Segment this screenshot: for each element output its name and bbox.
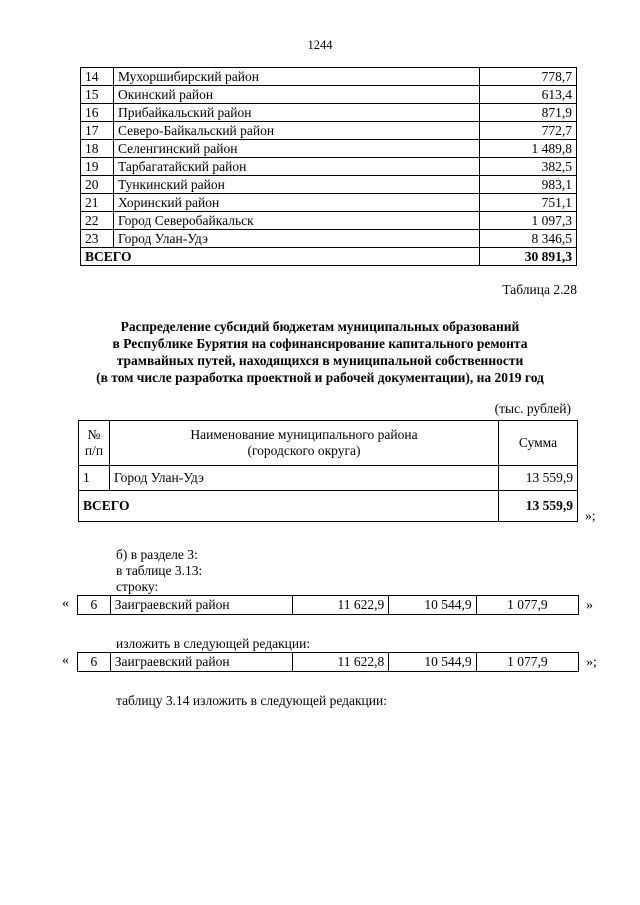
new-row-name: Заиграевский район: [110, 653, 292, 672]
header-row: [79, 421, 578, 466]
table-heading: [60, 318, 580, 386]
row-name: Прибайкальский район: [114, 104, 480, 122]
row-value: 772,7: [480, 122, 577, 140]
row-name: Мухоршибирский район: [114, 68, 480, 86]
row-number: 1: [79, 466, 110, 491]
row-name: Хоринский район: [114, 194, 480, 212]
header-sum: Сумма: [499, 421, 578, 466]
table-row: [81, 122, 577, 140]
total-row: [81, 248, 577, 266]
table-row: [81, 68, 577, 86]
row-number: 18: [81, 140, 114, 158]
table-row: [78, 596, 579, 615]
header-name-line-2: (городского округа): [247, 443, 361, 458]
header-number-line-2: п/п: [84, 443, 104, 458]
total-value: 13 559,9: [499, 491, 578, 522]
table-row: [81, 176, 577, 194]
table-label: Таблица 2.28: [502, 282, 577, 297]
text-line-4: изложить в следующей редакции:: [116, 636, 311, 651]
districts-table: [80, 67, 577, 266]
total-value: 30 891,3: [480, 248, 577, 266]
header-name-line-1: Наименование муниципального района: [190, 427, 418, 442]
row-value: 8 346,5: [480, 230, 577, 248]
open-quote-new: «: [62, 653, 69, 668]
open-quote-old: «: [62, 596, 69, 611]
row-value: 13 559,9: [499, 466, 578, 491]
old-row-value-2: 10 544,9: [389, 596, 476, 615]
total-label: ВСЕГО: [79, 491, 499, 522]
header-number: [79, 421, 110, 466]
row-value: 1 489,8: [480, 140, 577, 158]
row-number: 16: [81, 104, 114, 122]
heading-line-4: (в том числе разработка проектной и рабочей документации), на 2019 год: [96, 370, 544, 385]
table-row: [81, 194, 577, 212]
subsidy-table: [78, 420, 578, 522]
table-row: [79, 466, 578, 491]
text-line-1: б) в разделе 3:: [116, 547, 198, 562]
table-row: [81, 86, 577, 104]
row-number: 19: [81, 158, 114, 176]
total-label: ВСЕГО: [81, 248, 480, 266]
row-name: Тункинский район: [114, 176, 480, 194]
header-name: [110, 421, 499, 466]
old-row-number: 6: [78, 596, 111, 615]
row-number: 22: [81, 212, 114, 230]
table-row: [78, 653, 579, 672]
heading-line-1: Распределение субсидий бюджетам муниципальных образований: [120, 319, 520, 334]
row-name: Тарбагатайский район: [114, 158, 480, 176]
row-value: 778,7: [480, 68, 577, 86]
row-value: 1 097,3: [480, 212, 577, 230]
row-number: 23: [81, 230, 114, 248]
text-line-3: строку:: [116, 579, 159, 594]
text-line-2: в таблице 3.13:: [116, 563, 203, 578]
row-name: Город Северобайкальск: [114, 212, 480, 230]
heading-line-3: трамвайных путей, находящихся в муниципальной собственности: [116, 353, 524, 368]
new-row-number: 6: [78, 653, 111, 672]
units-label: (тыс. рублей): [494, 401, 571, 416]
row-value: 983,1: [480, 176, 577, 194]
row-name: Город Улан-Удэ: [110, 466, 499, 491]
row-number: 15: [81, 86, 114, 104]
heading-line-2: в Республике Бурятия на софинансирование капитального ремонта: [112, 336, 528, 351]
text-line-5: таблицу 3.14 изложить в следующей редакции:: [116, 693, 387, 708]
districts-table-body: [81, 68, 577, 266]
table-row: [81, 212, 577, 230]
table-row: [81, 104, 577, 122]
row-value: 382,5: [480, 158, 577, 176]
old-row-table: [77, 595, 579, 615]
table-row: [81, 140, 577, 158]
row-number: 21: [81, 194, 114, 212]
row-number: 20: [81, 176, 114, 194]
page-number: 1244: [307, 38, 333, 52]
closing-quote: »;: [585, 508, 596, 523]
new-row-value-2: 10 544,9: [389, 653, 476, 672]
new-row-value-3: 1 077,9: [476, 653, 578, 672]
row-name: Северо-Байкальский район: [114, 122, 480, 140]
old-row-value-3: 1 077,9: [476, 596, 578, 615]
row-name: Окинский район: [114, 86, 480, 104]
close-quote-old: »: [586, 598, 593, 613]
new-row-table: [77, 652, 579, 672]
new-row-value-1: 11 622,8: [292, 653, 389, 672]
row-value: 751,1: [480, 194, 577, 212]
row-number: 14: [81, 68, 114, 86]
row-name: Город Улан-Удэ: [114, 230, 480, 248]
table-row: [81, 230, 577, 248]
old-row-name: Заиграевский район: [110, 596, 292, 615]
row-value: 871,9: [480, 104, 577, 122]
row-number: 17: [81, 122, 114, 140]
row-value: 613,4: [480, 86, 577, 104]
row-name: Селенгинский район: [114, 140, 480, 158]
close-quote-new: »;: [586, 655, 597, 670]
table-row: [81, 158, 577, 176]
header-number-line-1: №: [87, 427, 101, 442]
old-row-value-1: 11 622,9: [292, 596, 389, 615]
total-row: [79, 491, 578, 522]
